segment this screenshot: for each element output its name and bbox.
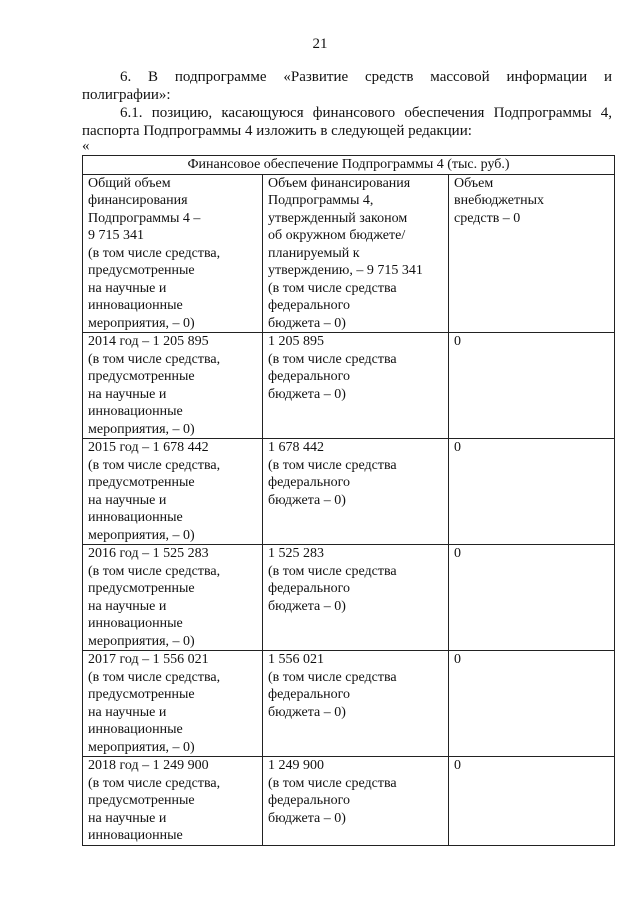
cell-line: предусмотренные <box>88 687 195 702</box>
cell-line: 1 205 895 <box>268 334 324 349</box>
cell-line: инновационные <box>88 828 183 843</box>
cell-line: 2015 год – 1 678 442 <box>88 440 209 455</box>
cell-line: (в том числе средства, <box>88 245 221 261</box>
table-row <box>83 651 615 757</box>
table-cell-col3 <box>449 333 615 439</box>
table-cell-col2 <box>263 439 449 545</box>
cell-line: 1 678 442 <box>268 440 324 455</box>
cell-line: (в том числе средства, <box>88 457 221 473</box>
cell-line: инновационные <box>88 510 183 525</box>
table-cell-col1 <box>83 651 263 757</box>
cell-line: 2018 год – 1 249 900 <box>88 758 209 773</box>
cell-line: предусмотренные <box>88 581 195 596</box>
cell-line: мероприятия, – 0) <box>88 421 195 437</box>
cell-line: 1 556 021 <box>268 652 324 667</box>
cell-line: на научные и <box>88 492 167 508</box>
table-cell-col3 <box>449 651 615 757</box>
cell-line: бюджета – 0) <box>268 315 346 331</box>
cell-line: финансирования <box>88 193 188 208</box>
cell-line: мероприятия, – 0) <box>88 739 195 755</box>
cell-line: мероприятия, – 0) <box>88 315 195 331</box>
page-number: 21 <box>312 36 328 52</box>
cell-line: (в том числе средства <box>268 669 397 685</box>
cell-line: (в том числе средства, <box>88 669 221 685</box>
cell-line: инновационные <box>88 616 183 631</box>
cell-line: (в том числе средства <box>268 563 397 579</box>
cell-line: 9 715 341 <box>88 228 144 243</box>
table-caption-row <box>83 156 615 175</box>
table-cell-col3 <box>449 757 615 846</box>
cell-line: (в том числе средства, <box>88 775 221 791</box>
cell-line: (в том числе средства <box>268 457 397 473</box>
opening-quote-mark: « <box>82 138 90 154</box>
cell-line: на научные и <box>88 386 167 402</box>
cell-line: федерального <box>268 687 351 702</box>
cell-line: 0 <box>454 652 461 667</box>
cell-line: на научные и <box>88 810 167 826</box>
cell-line: (в том числе средства <box>268 280 397 296</box>
cell-line: Подпрограммы 4, <box>268 193 374 208</box>
cell-line: (в том числе средства <box>268 351 397 367</box>
cell-line: инновационные <box>88 298 183 313</box>
cell-line: 2014 год – 1 205 895 <box>88 334 209 349</box>
table-cell-col2 <box>263 333 449 439</box>
cell-line: федерального <box>268 298 351 313</box>
cell-line: предусмотренные <box>88 793 195 808</box>
cell-line: внебюджетных <box>454 193 545 208</box>
cell-line: бюджета – 0) <box>268 386 346 402</box>
table-caption: Финансовое обеспечение Подпрограммы 4 (тыс. руб.) <box>83 156 615 175</box>
cell-line: 0 <box>454 334 461 349</box>
paragraph-section-6-1: 6.1. позицию, касающуюся финансового обеспечения Подпрограммы 4, паспорта Подпрограммы 4 изложить в следующей редакции: <box>82 105 612 139</box>
cell-line: (в том числе средства, <box>88 351 221 367</box>
header-approved-budget <box>263 174 449 333</box>
cell-line: 0 <box>454 440 461 455</box>
cell-line: об окружном бюджете/ <box>268 228 406 243</box>
cell-line: 0 <box>454 758 461 773</box>
cell-line: 0 <box>454 546 461 561</box>
table-cell-col1 <box>83 333 263 439</box>
paragraph-section-6: 6. В подпрограмме «Развитие средств массовой информации и полиграфии»: <box>82 69 612 103</box>
cell-line: 1 249 900 <box>268 758 324 773</box>
table-cell-col2 <box>263 545 449 651</box>
cell-line: (в том числе средства, <box>88 563 221 579</box>
table-cell-col2 <box>263 651 449 757</box>
table-cell-col2 <box>263 757 449 846</box>
cell-line: бюджета – 0) <box>268 598 346 614</box>
header-total-volume <box>83 174 263 333</box>
cell-line: утвержденный законом <box>268 210 408 226</box>
table-row <box>83 439 615 545</box>
table-cell-col1 <box>83 439 263 545</box>
cell-line: федерального <box>268 475 351 490</box>
cell-line: мероприятия, – 0) <box>88 633 195 649</box>
cell-line: предусмотренные <box>88 475 195 490</box>
table-cell-col3 <box>449 439 615 545</box>
cell-line: 1 525 283 <box>268 546 324 561</box>
cell-line: планируемый к <box>268 245 360 261</box>
cell-line: 2017 год – 1 556 021 <box>88 652 209 667</box>
cell-line: федерального <box>268 369 351 384</box>
cell-line: Объем финансирования <box>268 175 411 191</box>
table-body <box>83 333 615 846</box>
cell-line: Подпрограммы 4 – <box>88 210 201 226</box>
table-cell-col1 <box>83 757 263 846</box>
cell-line: федерального <box>268 581 351 596</box>
cell-line: федерального <box>268 793 351 808</box>
table-cell-col1 <box>83 545 263 651</box>
cell-line: инновационные <box>88 722 183 737</box>
cell-line: на научные и <box>88 280 167 296</box>
cell-line: средств – 0 <box>454 210 521 226</box>
cell-line: на научные и <box>88 704 167 720</box>
cell-line: предусмотренные <box>88 263 195 278</box>
table-row <box>83 757 615 846</box>
cell-line: мероприятия, – 0) <box>88 527 195 543</box>
cell-line: предусмотренные <box>88 369 195 384</box>
cell-line: утверждению, – 9 715 341 <box>268 263 423 278</box>
cell-line: бюджета – 0) <box>268 810 346 826</box>
table-row <box>83 333 615 439</box>
cell-line: Общий объем <box>88 175 171 191</box>
cell-line: Объем <box>454 175 494 191</box>
cell-line: 2016 год – 1 525 283 <box>88 546 209 561</box>
table-row <box>83 545 615 651</box>
table-cell-col3 <box>449 545 615 651</box>
table-header-row <box>83 174 615 333</box>
header-extrabudgetary <box>449 174 615 333</box>
cell-line: бюджета – 0) <box>268 704 346 720</box>
cell-line: инновационные <box>88 404 183 419</box>
cell-line: (в том числе средства <box>268 775 397 791</box>
financing-table <box>82 155 615 846</box>
cell-line: бюджета – 0) <box>268 492 346 508</box>
cell-line: на научные и <box>88 598 167 614</box>
